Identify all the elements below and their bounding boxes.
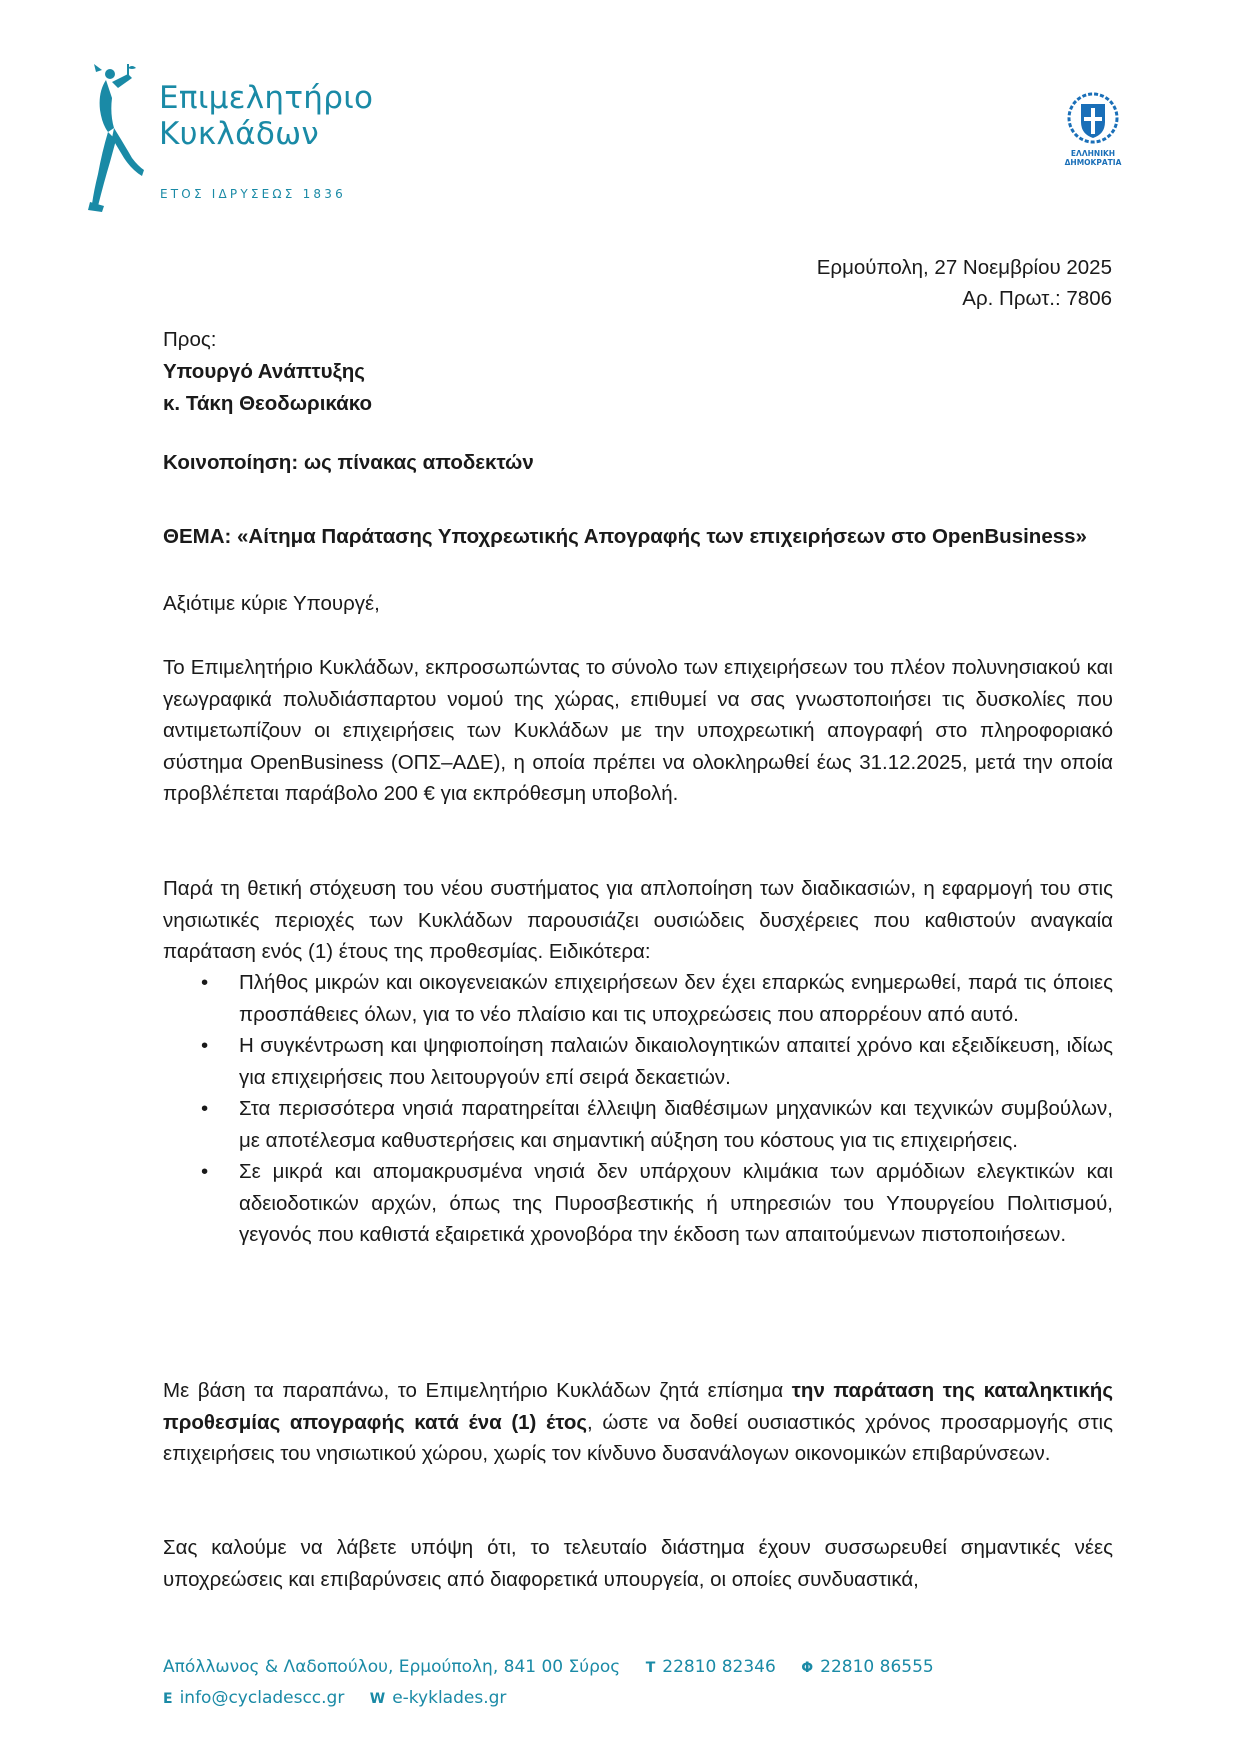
footer-website[interactable]: e-kyklades.gr	[392, 1688, 507, 1708]
chamber-logo	[88, 62, 388, 212]
p3-start: Με βάση τα παραπάνω, το Επιμελητήριο Κυκλάδων ζητά επίσημα	[163, 1379, 792, 1402]
emblem-text-line1: ΕΛΛΗΝΙΚΗ	[1070, 149, 1116, 158]
coat-of-arms-icon	[1066, 92, 1120, 144]
footer-line1	[163, 1652, 934, 1683]
bullet-icon: •	[201, 971, 209, 994]
date-block	[817, 252, 1112, 314]
list-item-text: Πλήθος μικρών και οικογενειακών επιχειρήσεων δεν έχει επαρκώς ενημερωθεί, παρά τις όποιες προσπάθειες όλων, για το νέο πλαίσιο και τις υποχρεώσεις που απορρέουν από αυτό.	[239, 971, 1113, 1026]
footer-address: Απόλλωνος & Λαδοπούλου, Ερμούπολη, 841 00 Σύρος	[163, 1657, 621, 1677]
recipient-name: κ. Τάκη Θεοδωρικάκο	[163, 392, 373, 415]
salutation: Αξιότιμε κύριε Υπουργέ,	[163, 592, 380, 615]
footer-email[interactable]: info@cycladescc.gr	[179, 1688, 345, 1708]
emblem-text-line2: ΔΗΜΟΚΡΑΤΙΑ	[1064, 158, 1122, 167]
subject-line: ΘΕΜΑ: «Αίτημα Παράτασης Υποχρεωτικής Απογραφής των επιχειρήσεων στο OpenBusiness»	[163, 525, 1087, 548]
founded-year: ΕΤΟΣ ΙΔΡΥΣΕΩΣ 1836	[160, 187, 346, 201]
p3-emphasis: την παράταση της καταληκτικής προθεσμίας απογραφής κατά ένα (1) έτος	[163, 1379, 1113, 1434]
bullet-icon: •	[201, 1160, 209, 1183]
list-item	[163, 967, 1113, 1030]
fax-label: Φ	[801, 1660, 814, 1676]
hellenic-republic-emblem	[1058, 92, 1128, 168]
p3-end: , ώστε να δοθεί ουσιαστικός χρόνος προσαρμογής στις επιχειρήσεις του νησιωτικού χώρου, χωρίς τον κίνδυνο δυσανάλογων οικονομικών επιβαρύνσεων.	[163, 1410, 1113, 1465]
list-item-text: Σε μικρά και απομακρυσμένα νησιά δεν υπάρχουν κλιμάκια των αρμόδιων ελεγκτικών και αδειοδοτικών αρχών, όπως της Πυροσβεστικής ή υπηρεσιών του Υπουργείου Πολιτισμού, γεγονός που καθιστά εξαιρετικά χρονοβόρα την έκδοση των απαιτούμενων πιστοποιήσεων.	[239, 1160, 1113, 1246]
org-name-line1: Επιμελητήριο	[159, 80, 374, 116]
paragraph-3	[163, 1375, 1113, 1470]
to-label: Προς:	[163, 328, 217, 351]
list-item-text: Η συγκέντρωση και ψηφιοποίηση παλαιών δικαιολογητικών απαιτεί χρόνο και εξειδίκευση, ιδίως για επιχειρήσεις που λειτουργούν επί σειρά δεκαετιών.	[239, 1034, 1113, 1089]
difficulties-list	[163, 967, 1113, 1251]
footer-fax: 22810 86555	[820, 1657, 934, 1677]
recipient-block	[163, 324, 372, 420]
email-label: E	[163, 1691, 173, 1707]
paragraph-2: Παρά τη θετική στόχευση του νέου συστήματος για απλοποίηση των διαδικασιών, η εφαρμογή του στις νησιωτικές περιοχές των Κυκλάδων παρουσιάζει ουσιώδεις δυσχέρειες που καθιστούν αναγκαία παράταση ενός (1) έτους της προθεσμίας. Ειδικότερα:	[163, 877, 1113, 963]
phone-label: Τ	[645, 1660, 656, 1676]
list-item	[163, 1093, 1113, 1156]
list-item-text: Στα περισσότερα νησιά παρατηρείται έλλειψη διαθέσιμων μηχανικών και τεχνικών συμβούλων, με αποτέλεσμα καθυστερήσεις και σημαντική αύξηση του κόστους για τις επιχειρήσεις.	[239, 1097, 1113, 1152]
paragraph-1: Το Επιμελητήριο Κυκλάδων, εκπροσωπώντας το σύνολο των επιχειρήσεων του πλέον πολυνησιακού και γεωγραφικά πολυδιάσπαρτου νομού της χώρας, επιθυμεί να σας γνωστοποιήσει τις δυσκολίες που αντιμετωπίζουν οι επιχειρήσεις των Κυκλάδων με την υποχρεωτική απογραφή στο πληροφοριακό σύστημα OpenBusiness (ΟΠΣ–ΑΔΕ), η οποία πρέπει να ολοκληρωθεί έως 31.12.2025, μετά την οποία προβλέπεται παράβολο 200 € για εκπρόθεσμη υποβολή.	[163, 656, 1113, 805]
protocol-number: Αρ. Πρωτ.: 7806	[962, 287, 1112, 310]
hermes-figure-icon	[88, 62, 150, 212]
list-item	[163, 1156, 1113, 1251]
cc-line: Κοινοποίηση: ως πίνακας αποδεκτών	[163, 451, 534, 474]
paragraph-4: Σας καλούμε να λάβετε υπόψη ότι, το τελευταίο διάστημα έχουν συσσωρευθεί σημαντικές νέες υποχρεώσεις και επιβαρύνσεις από διαφορετικά υπουργεία, οι οποίες συνδυαστικά,	[163, 1536, 1113, 1591]
footer-line2	[163, 1683, 934, 1714]
footer-phone: 22810 82346	[662, 1657, 776, 1677]
web-label: W	[369, 1691, 386, 1707]
bullet-icon: •	[201, 1034, 209, 1057]
footer	[163, 1652, 934, 1714]
place-date: Ερμούπολη, 27 Νοεμβρίου 2025	[816, 256, 1112, 279]
bullet-icon: •	[201, 1097, 209, 1120]
recipient-title: Υπουργό Ανάπτυξης	[163, 360, 365, 383]
org-name-line2: Κυκλάδων	[159, 116, 319, 152]
list-item	[163, 1030, 1113, 1093]
